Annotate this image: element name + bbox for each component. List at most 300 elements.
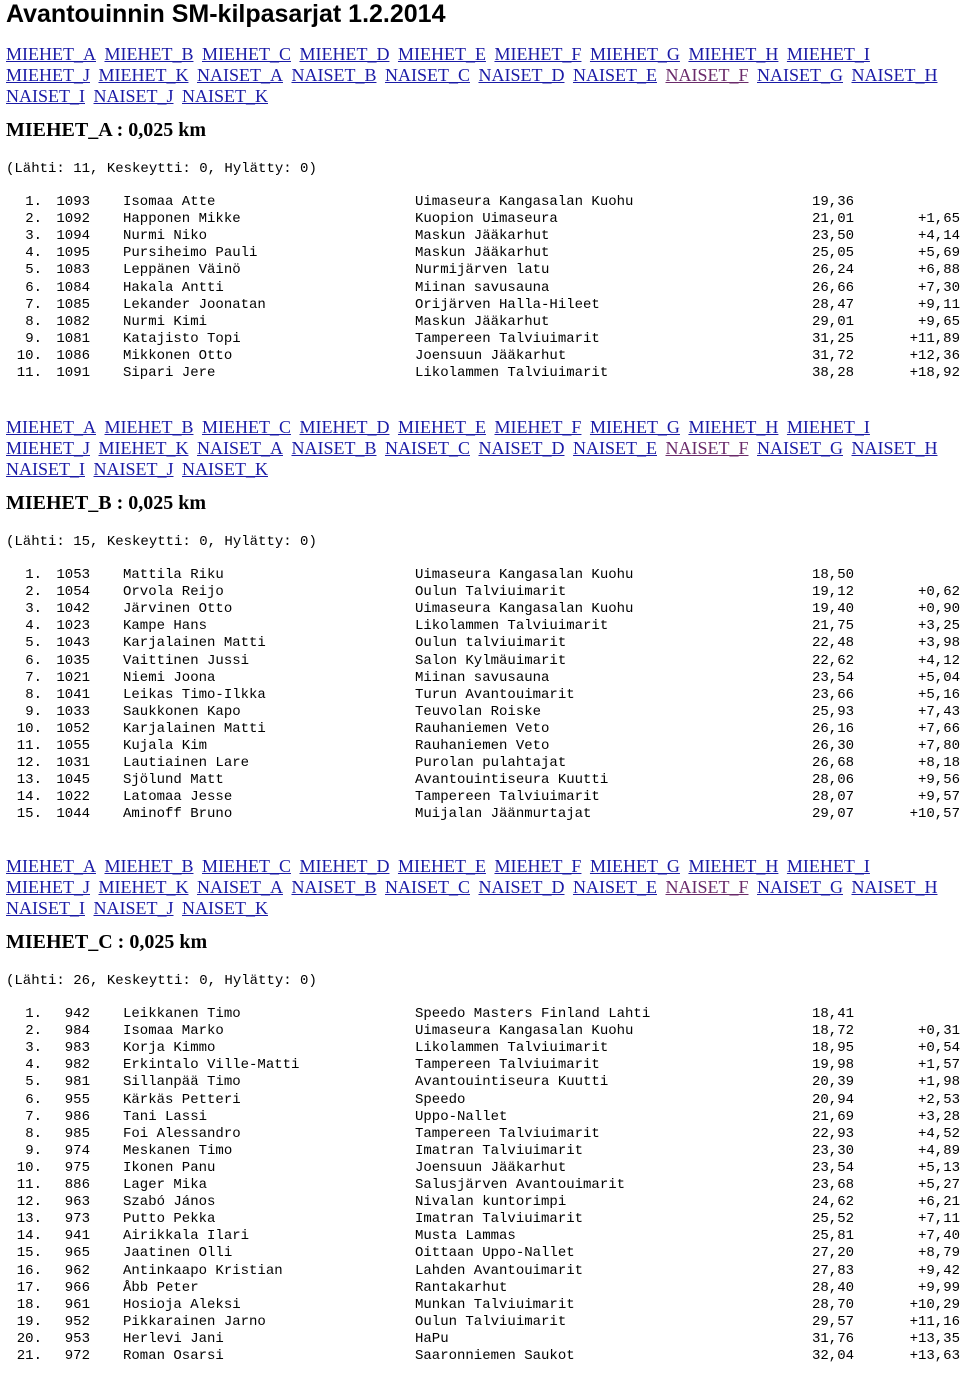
rank: 10.: [16, 347, 42, 364]
result-time: 18,72: [811, 1023, 854, 1040]
competitor-name: Happonen Mikke: [123, 211, 241, 228]
nav-link-miehet-a[interactable]: MIEHET_A: [6, 856, 96, 876]
result-time: 23,54: [811, 1159, 854, 1176]
nav-link-naiset-j[interactable]: NAISET_J: [93, 459, 174, 479]
time-difference: +4,14: [917, 228, 960, 245]
rank: 2.: [25, 1023, 42, 1040]
competitor-name: Mikkonen Otto: [123, 347, 233, 364]
bib-number: 952: [64, 1313, 90, 1330]
nav-link-miehet-h[interactable]: MIEHET_H: [688, 856, 779, 876]
nav-link-naiset-k[interactable]: NAISET_K: [182, 898, 268, 918]
rank: 8.: [25, 313, 42, 330]
bib-number: 962: [64, 1262, 90, 1279]
competitor-name: Kärkäs Petteri: [123, 1091, 241, 1108]
table-row: [6, 738, 960, 755]
club-name: Joensuun Jääkarhut: [415, 1159, 567, 1176]
competitor-name: Roman Osarsi: [123, 1347, 224, 1364]
nav-link-naiset-b[interactable]: NAISET_B: [291, 877, 377, 897]
competitor-name: Karjalainen Matti: [123, 635, 266, 652]
time-difference: +3,25: [917, 618, 960, 635]
rank: 6.: [25, 1091, 42, 1108]
bib-number: 955: [64, 1091, 90, 1108]
competitor-name: Katajisto Topi: [123, 330, 241, 347]
rank: 14.: [16, 1228, 42, 1245]
table-row: [6, 1160, 960, 1177]
nav-link-naiset-i[interactable]: NAISET_I: [6, 459, 85, 479]
competitor-name: Korja Kimmo: [123, 1040, 216, 1057]
nav-link-naiset-c[interactable]: NAISET_C: [384, 877, 470, 897]
bib-number: 1093: [56, 194, 90, 211]
bib-number: 1021: [56, 669, 90, 686]
bib-number: 983: [64, 1040, 90, 1057]
competitor-name: Karjalainen Matti: [123, 720, 266, 737]
nav-link-naiset-h[interactable]: NAISET_H: [851, 438, 938, 458]
time-difference: +3,28: [917, 1108, 960, 1125]
nav-link-miehet-i[interactable]: MIEHET_I: [786, 44, 870, 64]
nav-link-miehet-k[interactable]: MIEHET_K: [98, 438, 189, 458]
time-difference: +10,57: [909, 806, 960, 823]
nav-link-miehet-e[interactable]: MIEHET_E: [397, 44, 486, 64]
table-row: [6, 365, 960, 382]
nav-link-naiset-k[interactable]: NAISET_K: [182, 459, 268, 479]
nav-link-naiset-e[interactable]: NAISET_E: [572, 877, 657, 897]
nav-link-miehet-b[interactable]: MIEHET_B: [104, 44, 194, 64]
competitor-name: Aminoff Bruno: [123, 806, 233, 823]
time-difference: +5,27: [917, 1177, 960, 1194]
nav-link-miehet-g[interactable]: MIEHET_G: [589, 417, 680, 437]
result-time: 23,54: [811, 669, 854, 686]
bib-number: 1091: [56, 365, 90, 382]
club-name: Nivalan kuntorimpi: [415, 1194, 567, 1211]
result-time: 38,28: [811, 365, 854, 382]
bib-number: 941: [64, 1228, 90, 1245]
nav-link-miehet-f[interactable]: MIEHET_F: [494, 417, 582, 437]
result-time: 23,68: [811, 1177, 854, 1194]
club-name: Avantouintiseura Kuutti: [415, 772, 609, 789]
rank: 11.: [16, 738, 42, 755]
nav-link-miehet-a[interactable]: MIEHET_A: [6, 417, 96, 437]
nav-link-miehet-c[interactable]: MIEHET_C: [201, 856, 291, 876]
nav-link-miehet-j[interactable]: MIEHET_J: [6, 877, 90, 897]
time-difference: +9,99: [917, 1279, 960, 1296]
competitor-name: Nurmi Niko: [123, 228, 208, 245]
result-time: 25,05: [811, 245, 854, 262]
rank: 9.: [25, 703, 42, 720]
competitor-name: Leikas Timo-Ilkka: [123, 686, 266, 703]
nav-link-miehet-h[interactable]: MIEHET_H: [688, 44, 779, 64]
result-time: 20,94: [811, 1091, 854, 1108]
result-time: 26,66: [811, 279, 854, 296]
nav-link-naiset-a[interactable]: NAISET_A: [196, 65, 283, 85]
rank: 10.: [16, 1159, 42, 1176]
nav-link-miehet-f[interactable]: MIEHET_F: [494, 856, 582, 876]
result-time: 27,83: [811, 1262, 854, 1279]
results-table: [6, 567, 960, 823]
bib-number: 1095: [56, 245, 90, 262]
result-time: 29,01: [811, 313, 854, 330]
rank: 1.: [25, 567, 42, 584]
rank: 18.: [16, 1296, 42, 1313]
result-time: 22,62: [811, 652, 854, 669]
nav-link-naiset-b[interactable]: NAISET_B: [291, 438, 377, 458]
bib-number: 1055: [56, 738, 90, 755]
result-time: 22,93: [811, 1125, 854, 1142]
section-miehet-a: [6, 44, 960, 382]
nav-link-naiset-g[interactable]: NAISET_G: [757, 65, 843, 85]
rank: 9.: [25, 1142, 42, 1159]
nav-link-naiset-e[interactable]: NAISET_E: [572, 65, 657, 85]
competitor-name: Kujala Kim: [123, 738, 208, 755]
rank: 3.: [25, 1040, 42, 1057]
nav-link-miehet-k[interactable]: MIEHET_K: [98, 65, 189, 85]
competitor-name: Nurmi Kimi: [123, 313, 208, 330]
bib-number: 1035: [56, 652, 90, 669]
table-row: [6, 1211, 960, 1228]
table-row: [6, 1314, 960, 1331]
nav-link-naiset-j[interactable]: NAISET_J: [93, 898, 174, 918]
club-name: Oulun talviuimarit: [415, 635, 567, 652]
rank: 14.: [16, 789, 42, 806]
competitor-name: Latomaa Jesse: [123, 789, 233, 806]
bib-number: 1086: [56, 347, 90, 364]
bib-number: 1054: [56, 584, 90, 601]
time-difference: +1,65: [917, 211, 960, 228]
result-time: 26,68: [811, 755, 854, 772]
result-time: 28,47: [811, 296, 854, 313]
club-name: Speedo: [415, 1091, 466, 1108]
club-name: Musta Lammas: [415, 1228, 516, 1245]
club-name: Likolammen Talviuimarit: [415, 365, 609, 382]
nav-link-miehet-d[interactable]: MIEHET_D: [299, 44, 390, 64]
result-time: 18,50: [811, 567, 854, 584]
nav-link-miehet-j[interactable]: MIEHET_J: [6, 65, 90, 85]
nav-link-naiset-f[interactable]: NAISET_F: [665, 877, 749, 897]
competitor-name: Saukkonen Kapo: [123, 703, 241, 720]
result-time: 28,06: [811, 772, 854, 789]
result-time: 20,39: [811, 1074, 854, 1091]
result-time: 28,70: [811, 1296, 854, 1313]
table-row: [6, 1297, 960, 1314]
nav-link-miehet-g[interactable]: MIEHET_G: [589, 856, 680, 876]
bib-number: 953: [64, 1330, 90, 1347]
result-time: 25,93: [811, 703, 854, 720]
table-row: [6, 567, 960, 584]
time-difference: +9,57: [917, 789, 960, 806]
table-row: [6, 1245, 960, 1262]
nav-link-naiset-f[interactable]: NAISET_F: [665, 438, 749, 458]
nav-link-naiset-g[interactable]: NAISET_G: [757, 877, 843, 897]
rank: 10.: [16, 720, 42, 737]
table-row: [6, 670, 960, 687]
nav-link-naiset-a[interactable]: NAISET_A: [196, 877, 283, 897]
nav-link-miehet-i[interactable]: MIEHET_I: [786, 417, 870, 437]
club-name: Rantakarhut: [415, 1279, 508, 1296]
club-name: Tampereen Talviuimarit: [415, 1125, 600, 1142]
time-difference: +7,30: [917, 279, 960, 296]
nav-link-naiset-h[interactable]: NAISET_H: [851, 65, 938, 85]
rank: 19.: [16, 1313, 42, 1330]
page-title: Avantouinnin SM-kilpasarjat 1.2.2014: [6, 0, 446, 28]
table-row: [6, 348, 960, 365]
nav-link-naiset-i[interactable]: NAISET_I: [6, 86, 85, 106]
result-time: 19,98: [811, 1057, 854, 1074]
table-row: [6, 1006, 960, 1023]
club-name: Imatran Talviuimarit: [415, 1211, 584, 1228]
time-difference: +0,54: [917, 1040, 960, 1057]
nav-link-naiset-d[interactable]: NAISET_D: [478, 877, 565, 897]
club-name: Oulun Talviuimarit: [415, 1313, 567, 1330]
nav-link-miehet-d[interactable]: MIEHET_D: [299, 417, 390, 437]
table-row: [6, 1126, 960, 1143]
competitor-name: Sipari Jere: [123, 365, 216, 382]
competitor-name: Antinkaapo Kristian: [123, 1262, 283, 1279]
time-difference: +12,36: [909, 347, 960, 364]
club-name: Avantouintiseura Kuutti: [415, 1074, 609, 1091]
club-name: Maskun Jääkarhut: [415, 313, 550, 330]
table-row: [6, 687, 960, 704]
rank: 7.: [25, 669, 42, 686]
competitor-name: Vaittinen Jussi: [123, 652, 250, 669]
club-name: Lahden Avantouimarit: [415, 1262, 584, 1279]
competitor-name: Lager Mika: [123, 1177, 208, 1194]
table-row: [6, 1143, 960, 1160]
club-name: Uimaseura Kangasalan Kuohu: [415, 567, 634, 584]
table-row: [6, 1057, 960, 1074]
rank: 4.: [25, 618, 42, 635]
nav-link-naiset-b[interactable]: NAISET_B: [291, 65, 377, 85]
rank: 13.: [16, 772, 42, 789]
result-time: 26,16: [811, 720, 854, 737]
nav-link-miehet-e[interactable]: MIEHET_E: [397, 856, 486, 876]
rank: 3.: [25, 601, 42, 618]
nav-link-miehet-k[interactable]: MIEHET_K: [98, 877, 189, 897]
nav-link-naiset-g[interactable]: NAISET_G: [757, 438, 843, 458]
competitor-name: Ikonen Panu: [123, 1159, 216, 1176]
rank: 3.: [25, 228, 42, 245]
table-row: [6, 1040, 960, 1057]
nav-link-miehet-b[interactable]: MIEHET_B: [104, 856, 194, 876]
bib-number: 1045: [56, 772, 90, 789]
club-name: Turun Avantouimarit: [415, 686, 575, 703]
nav-link-naiset-j[interactable]: NAISET_J: [93, 86, 174, 106]
nav-link-miehet-c[interactable]: MIEHET_C: [201, 417, 291, 437]
club-name: HaPu: [415, 1330, 449, 1347]
competitor-name: Isomaa Marko: [123, 1023, 224, 1040]
bib-number: 1043: [56, 635, 90, 652]
rank: 20.: [16, 1330, 42, 1347]
club-name: Uimaseura Kangasalan Kuohu: [415, 194, 634, 211]
time-difference: +11,16: [909, 1313, 960, 1330]
club-name: Orijärven Halla-Hileet: [415, 296, 600, 313]
rank: 15.: [16, 1245, 42, 1262]
rank: 12.: [16, 755, 42, 772]
club-name: Oulun Talviuimarit: [415, 584, 567, 601]
nav-link-miehet-b[interactable]: MIEHET_B: [104, 417, 194, 437]
rank: 13.: [16, 1211, 42, 1228]
time-difference: +1,57: [917, 1057, 960, 1074]
nav-link-miehet-c[interactable]: MIEHET_C: [201, 44, 291, 64]
result-time: 31,72: [811, 347, 854, 364]
bib-number: 1082: [56, 313, 90, 330]
result-time: 26,24: [811, 262, 854, 279]
series-nav: [6, 417, 960, 480]
race-summary: (Lähti: 26, Keskeytti: 0, Hylätty: 0): [6, 973, 317, 989]
nav-link-naiset-a[interactable]: NAISET_A: [196, 438, 283, 458]
rank: 5.: [25, 635, 42, 652]
time-difference: +13,63: [909, 1347, 960, 1364]
bib-number: 965: [64, 1245, 90, 1262]
time-difference: +5,13: [917, 1159, 960, 1176]
club-name: Likolammen Talviuimarit: [415, 1040, 609, 1057]
bib-number: 1053: [56, 567, 90, 584]
competitor-name: Herlevi Jani: [123, 1330, 224, 1347]
table-row: [6, 1194, 960, 1211]
club-name: Salusjärven Avantouimarit: [415, 1177, 626, 1194]
rank: 7.: [25, 296, 42, 313]
club-name: Oittaan Uppo-Nallet: [415, 1245, 575, 1262]
competitor-name: Hakala Antti: [123, 279, 224, 296]
result-time: 21,01: [811, 211, 854, 228]
result-time: 19,40: [811, 601, 854, 618]
time-difference: +9,56: [917, 772, 960, 789]
time-difference: +9,11: [917, 296, 960, 313]
table-row: [6, 1348, 960, 1365]
series-nav: [6, 856, 960, 919]
table-row: [6, 331, 960, 348]
club-name: Kuopion Uimaseura: [415, 211, 558, 228]
time-difference: +13,35: [909, 1330, 960, 1347]
nav-link-miehet-e[interactable]: MIEHET_E: [397, 417, 486, 437]
bib-number: 975: [64, 1159, 90, 1176]
result-time: 32,04: [811, 1347, 854, 1364]
result-time: 18,95: [811, 1040, 854, 1057]
competitor-name: Putto Pekka: [123, 1211, 216, 1228]
time-difference: +0,62: [917, 584, 960, 601]
table-row: [6, 245, 960, 262]
nav-link-naiset-c[interactable]: NAISET_C: [384, 65, 470, 85]
time-difference: +9,42: [917, 1262, 960, 1279]
nav-link-miehet-h[interactable]: MIEHET_H: [688, 417, 779, 437]
club-name: Miinan savusauna: [415, 279, 550, 296]
club-name: Uppo-Nallet: [415, 1108, 508, 1125]
table-row: [6, 704, 960, 721]
nav-link-miehet-f[interactable]: MIEHET_F: [494, 44, 582, 64]
result-time: 29,07: [811, 806, 854, 823]
club-name: Maskun Jääkarhut: [415, 228, 550, 245]
bib-number: 986: [64, 1108, 90, 1125]
rank: 6.: [25, 279, 42, 296]
series-nav: [6, 44, 960, 107]
competitor-name: Kampe Hans: [123, 618, 208, 635]
table-row: [6, 1109, 960, 1126]
competitor-name: Pikkarainen Jarno: [123, 1313, 266, 1330]
table-row: [6, 280, 960, 297]
table-row: [6, 194, 960, 211]
club-name: Maskun Jääkarhut: [415, 245, 550, 262]
nav-link-naiset-d[interactable]: NAISET_D: [478, 65, 565, 85]
nav-link-naiset-d[interactable]: NAISET_D: [478, 438, 565, 458]
nav-link-miehet-a[interactable]: MIEHET_A: [6, 44, 96, 64]
table-row: [6, 653, 960, 670]
nav-link-naiset-h[interactable]: NAISET_H: [851, 877, 938, 897]
rank: 17.: [16, 1279, 42, 1296]
nav-link-naiset-f[interactable]: NAISET_F: [665, 65, 749, 85]
nav-link-naiset-e[interactable]: NAISET_E: [572, 438, 657, 458]
nav-link-miehet-d[interactable]: MIEHET_D: [299, 856, 390, 876]
result-time: 25,81: [811, 1228, 854, 1245]
bib-number: 974: [64, 1142, 90, 1159]
time-difference: +0,31: [917, 1023, 960, 1040]
nav-link-naiset-i[interactable]: NAISET_I: [6, 898, 85, 918]
time-difference: +7,40: [917, 1228, 960, 1245]
competitor-name: Järvinen Otto: [123, 601, 233, 618]
result-time: 24,62: [811, 1194, 854, 1211]
rank: 5.: [25, 262, 42, 279]
table-row: [6, 755, 960, 772]
rank: 8.: [25, 1125, 42, 1142]
rank: 16.: [16, 1262, 42, 1279]
race-title: MIEHET_B : 0,025 km: [6, 492, 207, 514]
nav-link-miehet-j[interactable]: MIEHET_J: [6, 438, 90, 458]
rank: 2.: [25, 584, 42, 601]
rank: 4.: [25, 245, 42, 262]
time-difference: +7,66: [917, 720, 960, 737]
table-row: [6, 1177, 960, 1194]
results-table: [6, 1006, 960, 1365]
bib-number: 966: [64, 1279, 90, 1296]
competitor-name: Sjölund Matt: [123, 772, 224, 789]
table-row: [6, 1074, 960, 1091]
time-difference: +1,98: [917, 1074, 960, 1091]
result-time: 21,75: [811, 618, 854, 635]
rank: 11.: [16, 1177, 42, 1194]
time-difference: +9,65: [917, 313, 960, 330]
time-difference: +0,90: [917, 601, 960, 618]
table-row: [6, 1092, 960, 1109]
time-difference: +4,52: [917, 1125, 960, 1142]
bib-number: 1022: [56, 789, 90, 806]
competitor-name: Tani Lassi: [123, 1108, 208, 1125]
time-difference: +11,89: [909, 330, 960, 347]
bib-number: 1084: [56, 279, 90, 296]
nav-link-miehet-i[interactable]: MIEHET_I: [786, 856, 870, 876]
club-name: Tampereen Talviuimarit: [415, 330, 600, 347]
rank: 8.: [25, 686, 42, 703]
club-name: Munkan Talviuimarit: [415, 1296, 575, 1313]
competitor-name: Hosioja Aleksi: [123, 1296, 241, 1313]
result-time: 19,12: [811, 584, 854, 601]
rank: 1.: [25, 1006, 42, 1023]
competitor-name: Sillanpää Timo: [123, 1074, 241, 1091]
time-difference: +4,12: [917, 652, 960, 669]
club-name: Nurmijärven latu: [415, 262, 550, 279]
bib-number: 1092: [56, 211, 90, 228]
competitor-name: Leikkanen Timo: [123, 1006, 241, 1023]
result-time: 22,48: [811, 635, 854, 652]
rank: 15.: [16, 806, 42, 823]
time-difference: +6,88: [917, 262, 960, 279]
result-time: 31,25: [811, 330, 854, 347]
competitor-name: Lautiainen Lare: [123, 755, 250, 772]
nav-link-naiset-c[interactable]: NAISET_C: [384, 438, 470, 458]
bib-number: 1044: [56, 806, 90, 823]
result-time: 28,40: [811, 1279, 854, 1296]
time-difference: +7,11: [917, 1211, 960, 1228]
nav-link-miehet-g[interactable]: MIEHET_G: [589, 44, 680, 64]
competitor-name: Szabó János: [123, 1194, 216, 1211]
nav-link-naiset-k[interactable]: NAISET_K: [182, 86, 268, 106]
club-name: Saaronniemen Saukot: [415, 1347, 575, 1364]
